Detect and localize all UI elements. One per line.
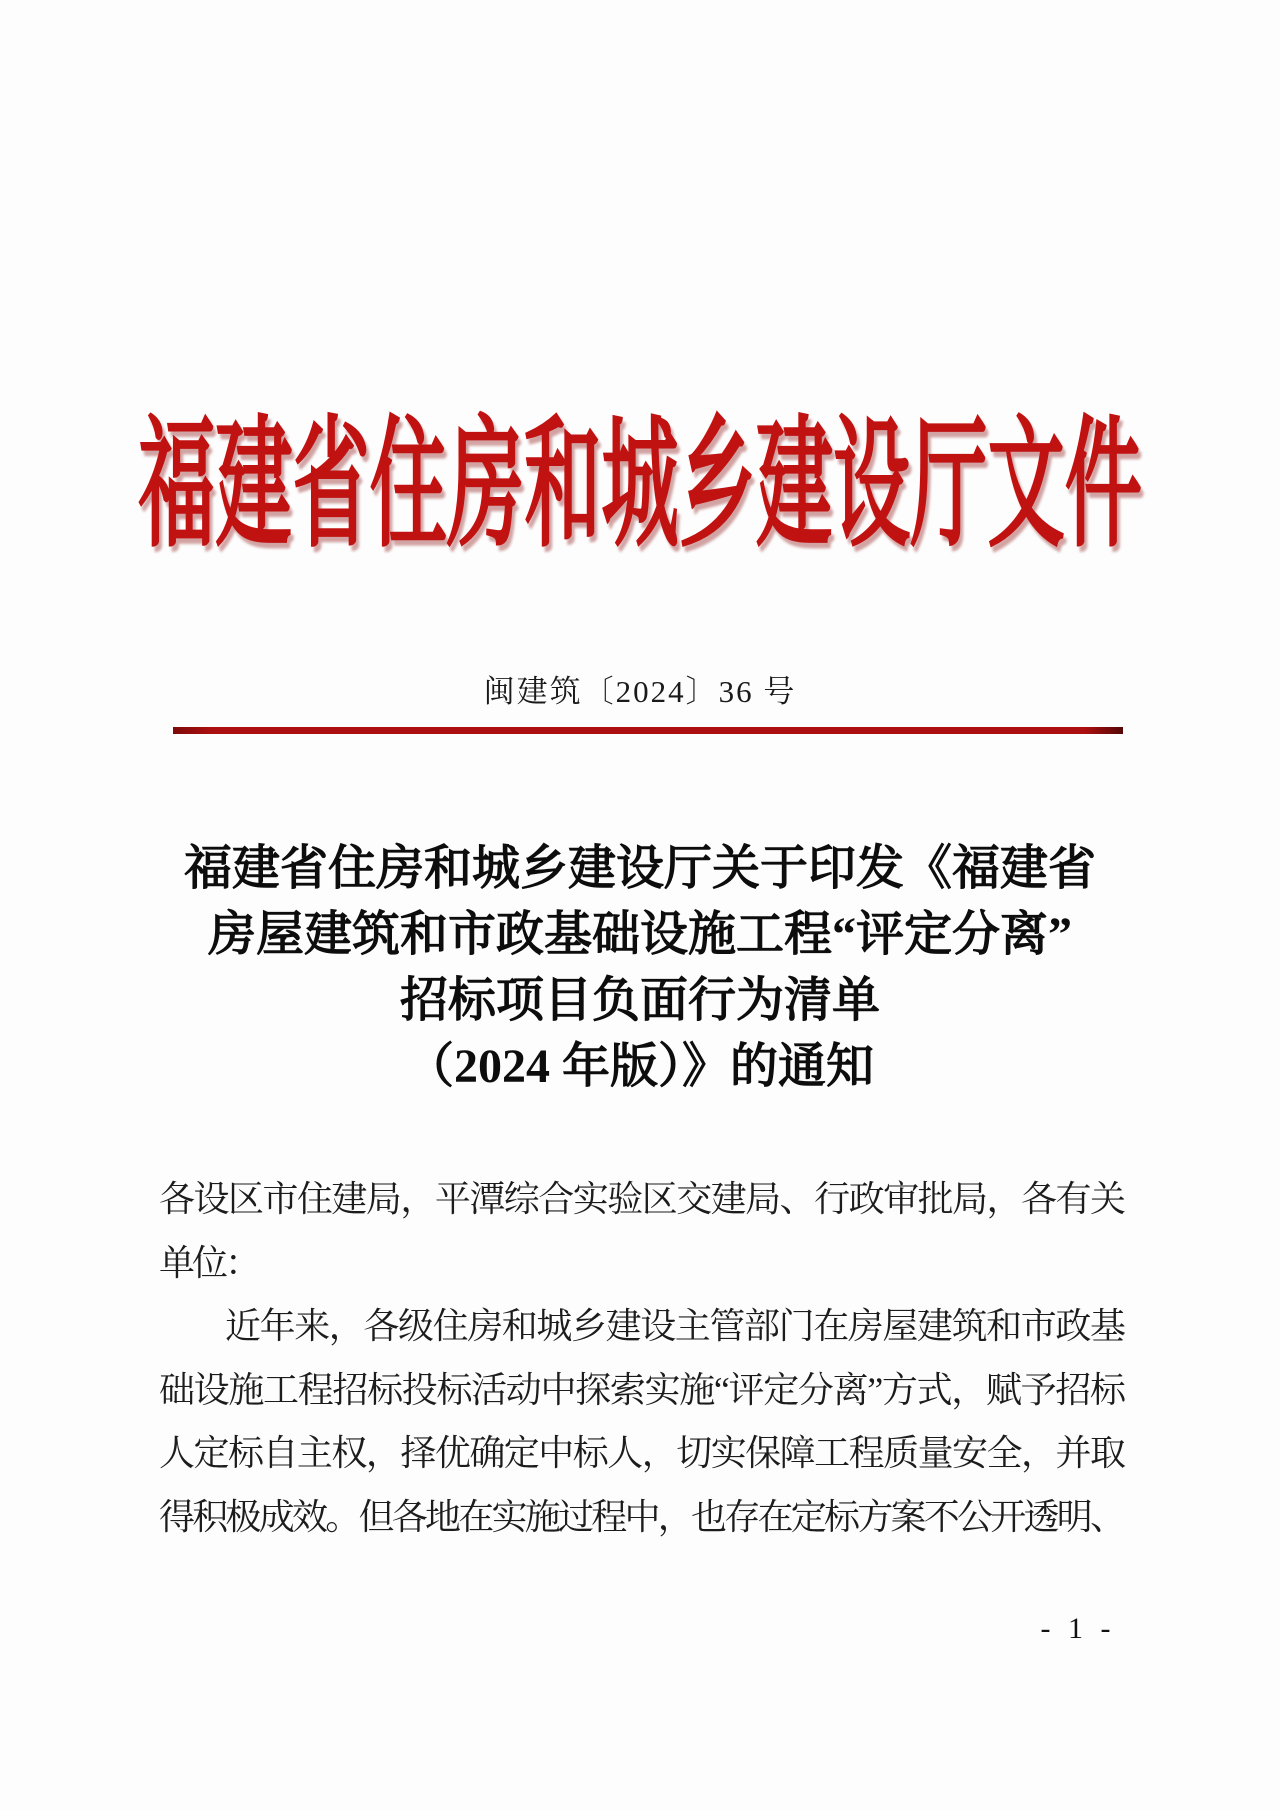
org-header-title: 福建省住房和城乡建设厅文件 (138, 405, 1142, 565)
body-line: 础设施工程招标投标活动中探索实施“评定分离”方式，赋予招标 (159, 1369, 1123, 1410)
body-paragraph (159, 1168, 1123, 1549)
red-separator-line (173, 727, 1123, 734)
notice-title-line: 福建省住房和城乡建设厅关于印发《福建省 (183, 842, 1096, 895)
body-line: 得积极成效。但各地在实施过程中，也存在定标方案不公开透明、 (159, 1496, 1123, 1537)
org-header-banner (0, 405, 1280, 565)
body-line: 近年来，各级住房和城乡建设主管部门在房屋建筑和市政基 (225, 1306, 1123, 1346)
body-line: 单位： (159, 1242, 259, 1283)
notice-title (160, 836, 1120, 1100)
body-line: 人定标自主权，择优确定中标人，切实保障工程质量安全，并取 (159, 1433, 1123, 1473)
body-line: 各设区市住建局，平潭综合实验区交建局、行政审批局，各有关 (159, 1179, 1123, 1219)
notice-title-line: 房屋建筑和市政基础设施工程“评定分离” (207, 908, 1072, 961)
doc-reference-number: 闽建筑〔2024〕36 号 (483, 674, 797, 709)
page-number: - 1 - (1040, 1612, 1116, 1645)
notice-title-line: 招标项目负面行为清单 (399, 974, 880, 1027)
notice-title-line: （2024 年版）》的通知 (405, 1040, 874, 1093)
